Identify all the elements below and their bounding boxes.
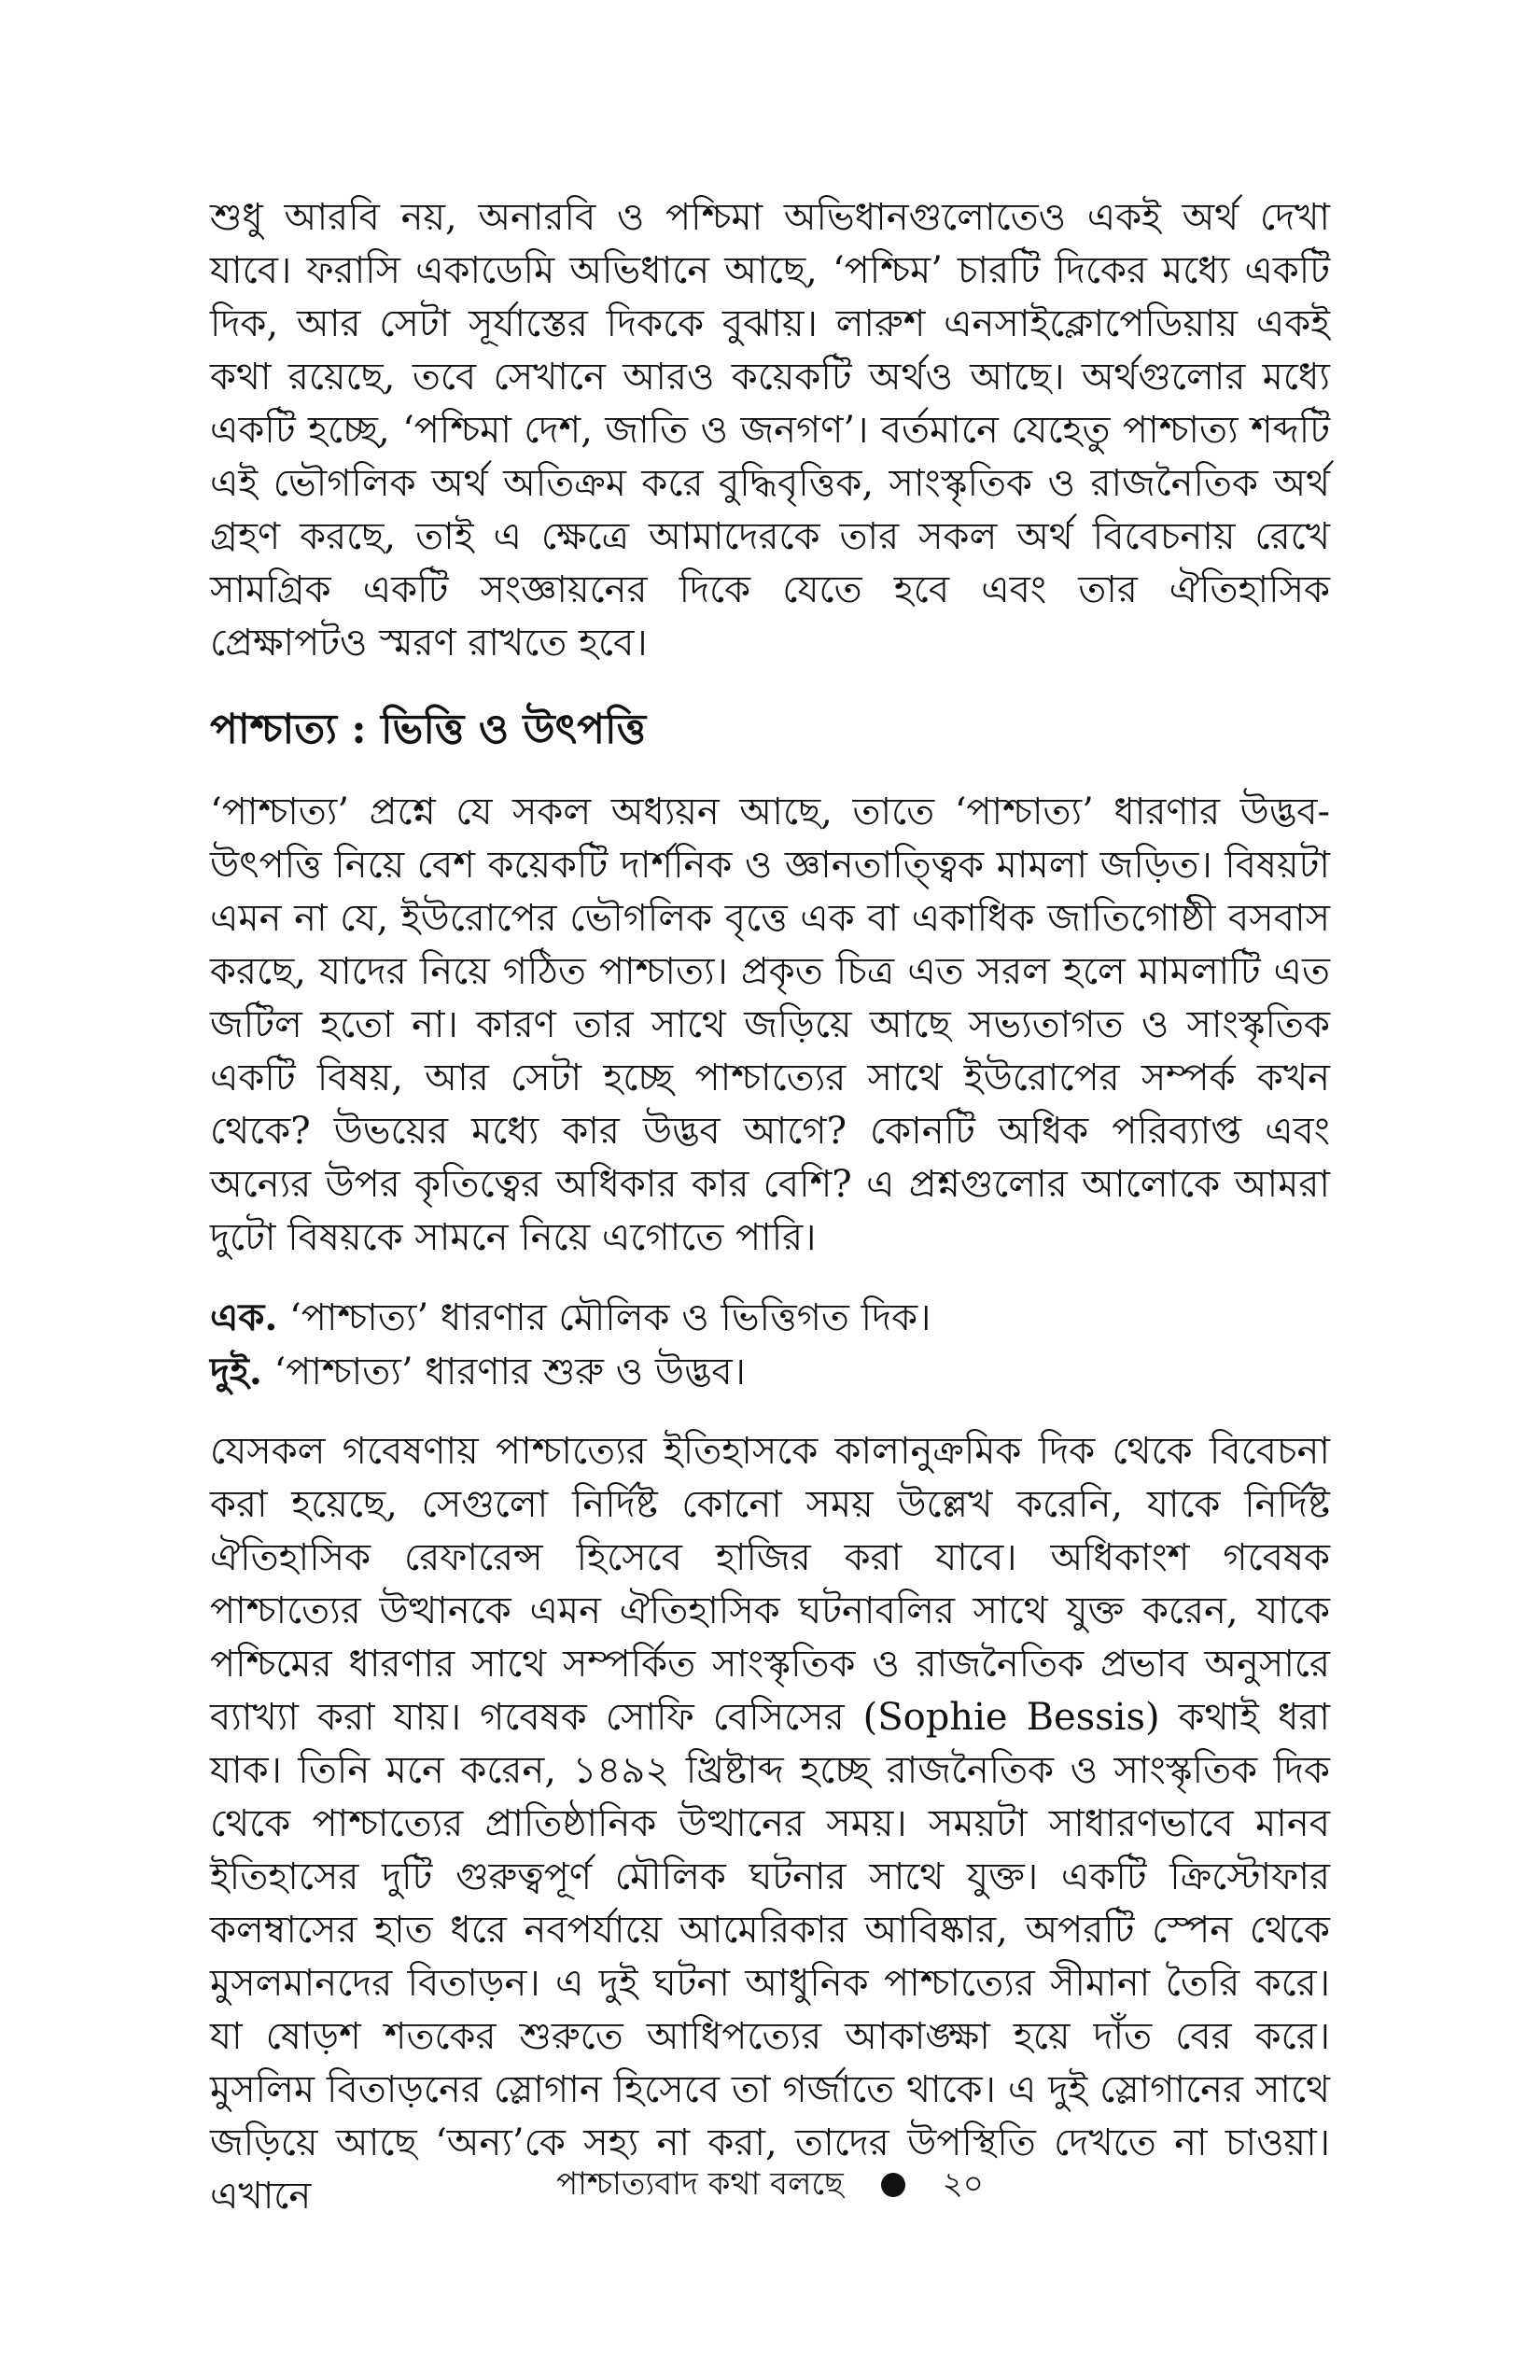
page-footer — [0, 2161, 1540, 2207]
footer-book-title: পাশ্চাত্যবাদ কথা বলছে — [556, 2165, 844, 2203]
list-item — [210, 1345, 1330, 1399]
numbered-list — [210, 1291, 1330, 1399]
page-body — [210, 191, 1330, 2223]
section-heading: পাশ্চাত্য : ভিত্তি ও উৎপত্তি — [210, 706, 647, 753]
list-item-text: ‘পাশ্চাত্য’ ধারণার শুরু ও উদ্ভব। — [261, 1351, 746, 1393]
paragraph-origin: ‘পাশ্চাত্য’ প্রশ্নে যে সকল অধ্যয়ন আছে, তাতে ‘পাশ্চাত্য’ ধারণার উদ্ভব-উৎপত্তি নিয়ে বেশ কয়েকটি দার্শনিক ও জ্ঞানতাত্ত্বিক মামলা জড়িত। বিষয়টা এমন না যে, ইউরোপের ভৌগলিক বৃত্তে এক বা একাধিক জাতিগোষ্ঠী বসবাস করছে, যাদের নিয়ে গঠিত পাশ্চাত্য। প্রকৃত চিত্র এত সরল হলে মামলাটি এত জটিল হতো না। কারণ তার সাথে জড়িয়ে আছে সভ্যতাগত ও সাংস্কৃতিক একটি বিষয়, আর সেটা হচ্ছে পাশ্চাত্যের সাথে ইউরোপের সম্পর্ক কখন থেকে? উভয়ের মধ্যে কার উদ্ভব আগে? কোনটি অধিক পরিব্যাপ্ত এবং অন্যের উপর কৃতিত্বের অধিকার কার বেশি? এ প্রশ্নগুলোর আলোকে আমরা দুটো বিষয়কে সামনে নিয়ে এগোতে পারি। — [210, 791, 1330, 1259]
list-item-number: দুই. — [210, 1350, 262, 1393]
paragraph-history: যেসকল গবেষণায় পাশ্চাত্যের ইতিহাসকে কালানুক্রমিক দিক থেকে বিবেচনা করা হয়েছে, সেগুলো নির্দিষ্ট কোনো সময় উল্লেখ করেনি, যাকে নির্দিষ্ট ঐতিহাসিক রেফারেন্স হিসেবে হাজির করা যাবে। অধিকাংশ গবেষক পাশ্চাত্যের উত্থানকে এমন ঐতিহাসিক ঘটনাবলির সাথে যুক্ত করেন, যাকে পশ্চিমের ধারণার সাথে সম্পর্কিত সাংস্কৃতিক ও রাজনৈতিক প্রভাব অনুসারে ব্যাখ্যা করা যায়। গবেষক সোফি বেসিসের (Sophie Bessis) কথাই ধরা যাক। তিনি মনে করেন, ১৪৯২ খ্রিষ্টাব্দ হচ্ছে রাজনৈতিক ও সাংস্কৃতিক দিক থেকে পাশ্চাত্যের প্রাতিষ্ঠানিক উত্থানের সময়। সময়টা সাধারণভাবে মানব ইতিহাসের দুটি গুরুত্বপূর্ণ মৌলিক ঘটনার সাথে যুক্ত। একটি ক্রিস্টোফার কলম্বাসের হাত ধরে নবপর্যায়ে আমেরিকার আবিষ্কার, অপরটি স্পেন থেকে মুসলমানদের বিতাড়ন। এ দুই ঘটনা আধুনিক পাশ্চাত্যের সীমানা তৈরি করে। যা ষোড়শ শতকের শুরুতে আধিপত্যের আকাঙ্ক্ষা হয়ে দাঁত বের করে। মুসলিম বিতাড়নের স্লোগান হিসেবে তা গর্জাতে থাকে। এ দুই স্লোগানের সাথে জড়িয়ে আছে ‘অন্য’কে সহ্য না করা, তাদের উপস্থিতি দেখতে না চাওয়া। এখানে — [210, 1430, 1330, 2218]
list-item — [210, 1291, 1330, 1345]
bullet-dot-icon — [881, 2173, 905, 2197]
page-number: ২০ — [942, 2165, 984, 2203]
paragraph-intro: শুধু আরবি নয়, অনারবি ও পশ্চিমা অভিধানগুলোতেও একই অর্থ দেখা যাবে। ফরাসি একাডেমি অভিধানে আছে, ‘পশ্চিম’ চারটি দিকের মধ্যে একটি দিক, আর সেটা সূর্যাস্তের দিককে বুঝায়। লারুশ এনসাইক্লোপেডিয়ায় একই কথা রয়েছে, তবে সেখানে আরও কয়েকটি অর্থও আছে। অর্থগুলোর মধ্যে একটি হচ্ছে, ‘পশ্চিমা দেশ, জাতি ও জনগণ’। বর্তমানে যেহেতু পাশ্চাত্য শব্দটি এই ভৌগলিক অর্থ অতিক্রম করে বুদ্ধিবৃত্তিক, সাংস্কৃতিক ও রাজনৈতিক অর্থ গ্রহণ করছে, তাই এ ক্ষেত্রে আমাদেরকে তার সকল অর্থ বিবেচনায় রেখে সামগ্রিক একটি সংজ্ঞায়নের দিকে যেতে হবে এবং তার ঐতিহাসিক প্রেক্ষাপটও স্মরণ রাখতে হবে। — [210, 196, 1330, 665]
list-item-text: ‘পাশ্চাত্য’ ধারণার মৌলিক ও ভিত্তিগত দিক। — [277, 1296, 931, 1339]
list-item-number: এক. — [210, 1295, 278, 1339]
